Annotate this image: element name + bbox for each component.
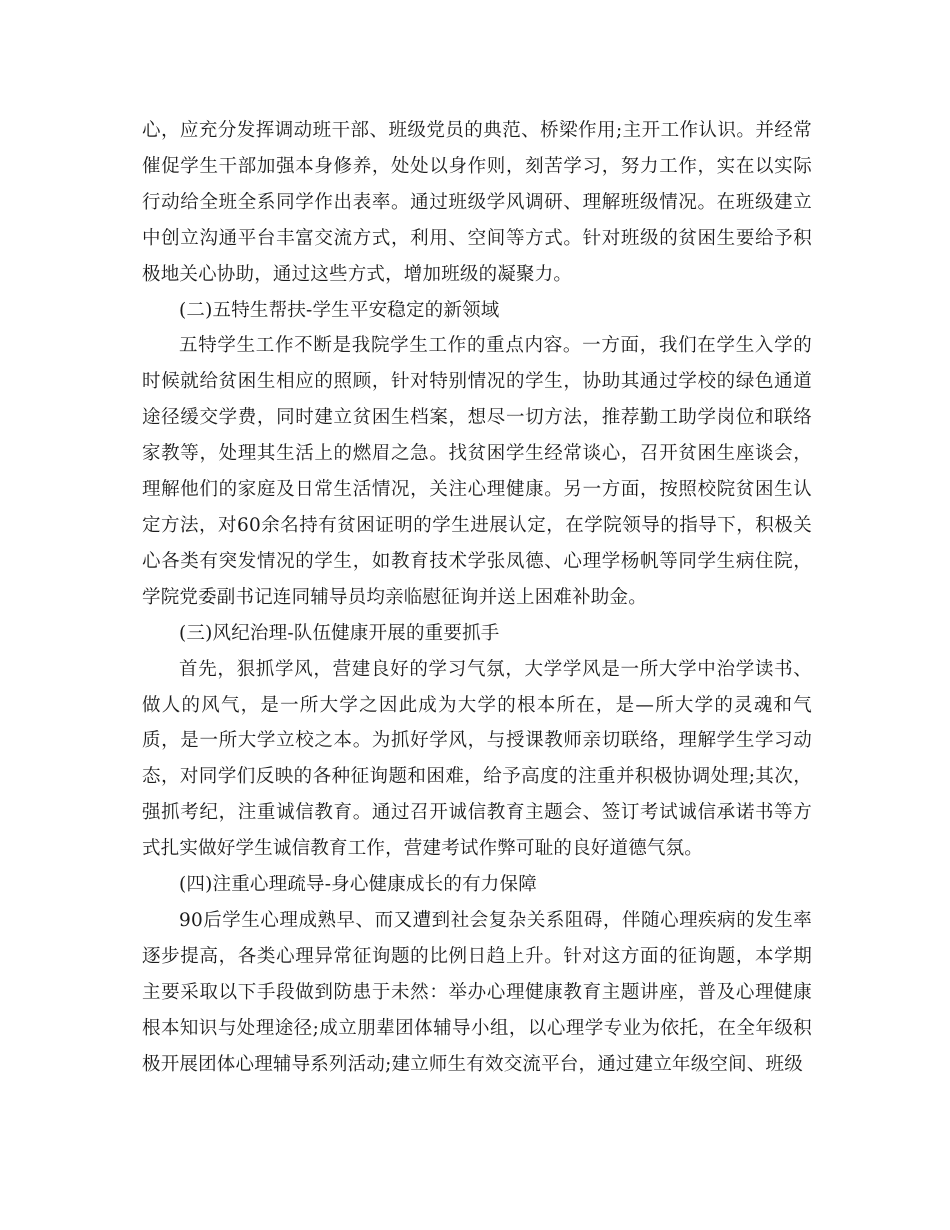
body-paragraph: 首先，狠抓学风，营建良好的学习气氛，大学学风是一所大学中治学读书、做人的风气，是一所大学之因此成为大学的根本所在，是—所大学的灵魂和气质，是一所大学立校之本。为抓好学风，与授课教师亲切联络，理解学生学习动态，对同学们反映的各种征询题和困难，给予高度的注重并积极协调处理;其次，强抓考纪，注重诚信教育。通过召开诚信教育主题会、签订考试诚信承诺书等方式扎实做好学生诚信教育工作，营建考试作弊可耻的良好道德气氛。 (142, 658, 812, 860)
document-body (142, 113, 812, 1082)
body-paragraph: 心，应充分发挥调动班干部、班级党员的典范、桥梁作用;主开工作认识。并经常催促学生干部加强本身修养，处处以身作则，刻苦学习，努力工作，实在以实际行动给全班全系同学作出表率。通过班级学风调研、理解班级情况。在班级建立中创立沟通平台丰富交流方式，利用、空间等方式。针对班级的贫困生要给予积极地关心协助，通过这些方式，增加班级的凝聚力。 (142, 120, 812, 285)
section-heading: (二)五特生帮扶-学生平安稳定的新领域 (179, 299, 500, 321)
body-paragraph: 五特学生工作不断是我院学生工作的重点内容。一方面，我们在学生入学的时候就给贫困生相应的照顾，针对特别情况的学生，协助其通过学校的绿色通道途径缓交学费，同时建立贫困生档案，想尽一切方法，推荐勤工助学岗位和联络家教等，处理其生活上的燃眉之急。找贫困学生经常谈心，召开贫困生座谈会，理解他们的家庭及日常生活情况，关注心理健康。另一方面，按照校院贫困生认定方法，对60余名持有贫困证明的学生进展认定，在学院领导的指导下，积极关心各类有突发情况的学生，如教育技术学张凤德、心理学杨帆等同学生病住院，学院党委副书记连同辅导员均亲临慰征询并送上困难补助金。 (142, 335, 812, 608)
section-heading: (四)注重心理疏导-身心健康成长的有力保障 (179, 874, 537, 896)
section-heading: (三)风纪治理-队伍健康开展的重要抓手 (179, 622, 500, 644)
body-paragraph: 90后学生心理成熟早、而又遭到社会复杂关系阻碍，伴随心理疾病的发生率逐步提高，各类心理异常征询题的比例日趋上升。针对这方面的征询题，本学期主要采取以下手段做到防患于未然：举办心理健康教育主题讲座，普及心理健康根本知识与处理途径;成立朋辈团体辅导小组，以心理学专业为依托，在全年级积极开展团体心理辅导系列活动;建立师生有效交流平台，通过建立年级空间、班级 (142, 909, 812, 1075)
